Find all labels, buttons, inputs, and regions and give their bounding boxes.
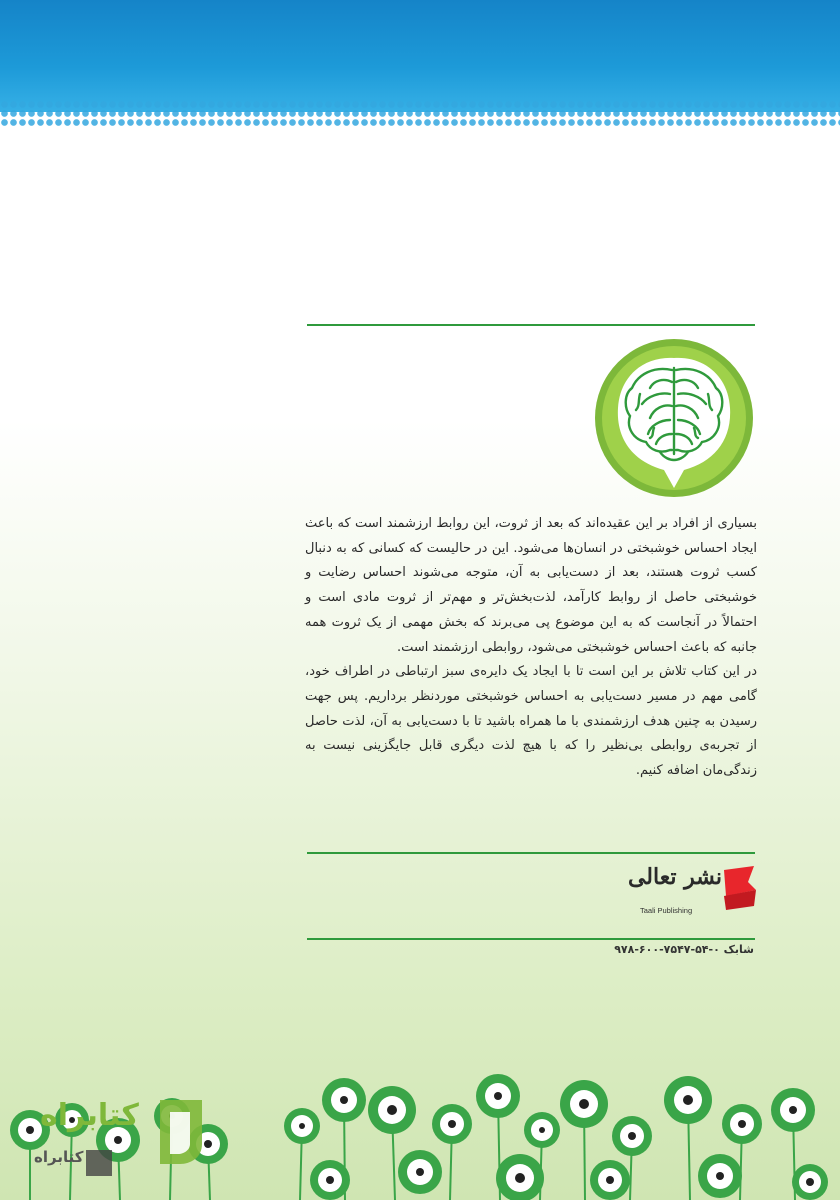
description-paragraph-1: بسیاری از افراد بر این عقیده‌اند که بعد از ثروت، این روابط ارزشمند است که باعث ایجاد احساس خوشبختی در انسان‌ها می‌شود. این در حالیست که کسانی که به دنبال کسب ثروت هستند، بعد از دست‌یابی به آن، متوجه می‌شوند احساس رضایت و خوشبختی حاصل از روابط کارآمد، لذت‌بخش‌تر و مهم‌تر از ثروت مادی است و احتمالاً در آنجاست که به این موضوع پی می‌برند که بخش مهمی از یک ثروت همه جانبه که باعث احساس خوشبختی می‌شود، روابطی ارزشمند است.	[305, 516, 757, 655]
watermark-text: کتابراه	[40, 1098, 139, 1133]
top-blue-band	[0, 0, 840, 112]
isbn-label: شابک ۰-۵۴-۷۵۴۷-۶۰۰-۹۷۸	[614, 943, 754, 956]
top-divider	[307, 324, 755, 326]
publisher-name: نشر تعالی	[627, 864, 722, 890]
watermark-subtext: کتابراه	[34, 1148, 84, 1166]
top-band-dot-pattern	[0, 100, 840, 128]
description-paragraph-2: در این کتاب تلاش بر این است تا با ایجاد یک دایره‌ی سبز ارتباطی در اطراف خود، گامی مهم در مسیر دست‌یابی به احساس خوشبختی موردنظر برداریم. پس جهت رسیدن به چنین هدف ارزشمندی با ما همراه باشید تا با دست‌یابی به آن، لذت حاصل از تجربه‌ی روابطی بی‌نظیر را که با هیچ لذت دیگری قابل جایگزینی نیست به زندگی‌مان اضافه کنیم.	[305, 664, 757, 779]
bottom-divider	[307, 938, 755, 940]
publisher-logo	[627, 862, 758, 924]
publisher-english-name: Taali Publishing	[640, 906, 693, 915]
back-cover-description	[305, 512, 757, 784]
middle-divider	[307, 852, 755, 854]
brain-icon	[594, 338, 754, 498]
flag-icon	[722, 866, 758, 912]
